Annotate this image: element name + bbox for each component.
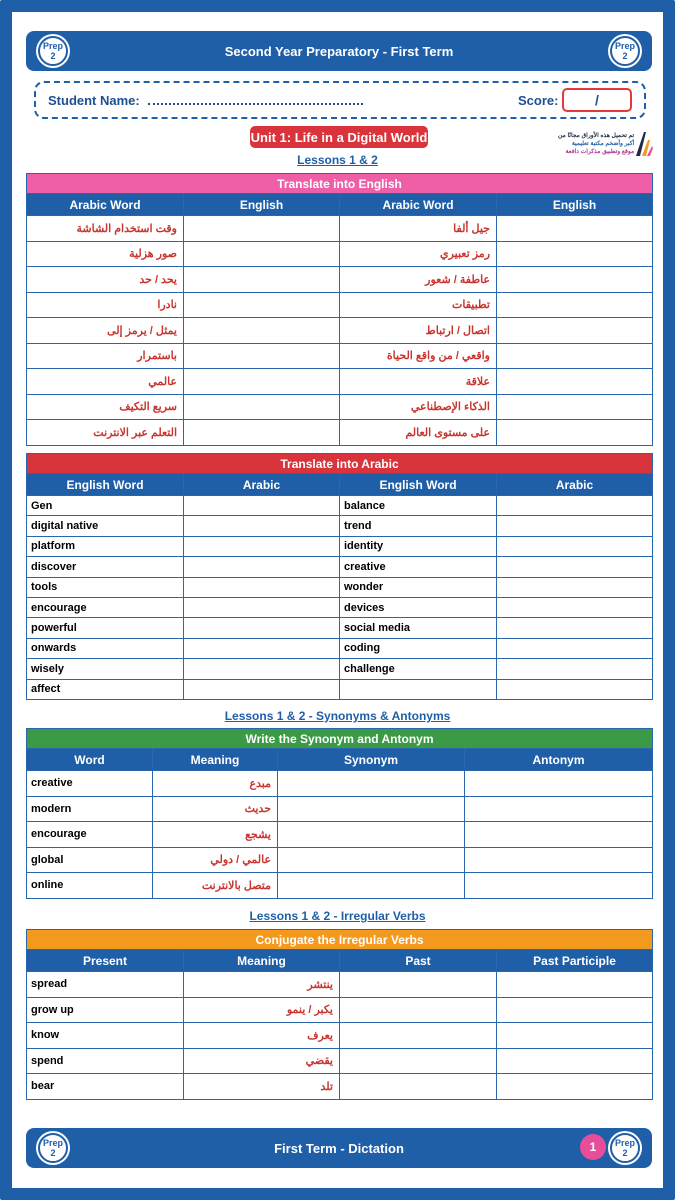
arabic-word-cell: عالمي <box>27 369 184 395</box>
col-header: English Word <box>27 474 184 496</box>
english-answer-cell[interactable] <box>184 216 340 242</box>
translate-english-table <box>26 173 653 446</box>
arabic-answer-cell[interactable] <box>184 496 340 516</box>
present-verb-cell: bear <box>27 1074 184 1100</box>
arabic-answer-cell[interactable] <box>184 577 340 597</box>
antonym-answer-cell[interactable] <box>465 847 653 873</box>
english-answer-cell[interactable] <box>184 241 340 267</box>
prep-badge-right: Prep 2 <box>610 1133 640 1163</box>
col-header: Arabic Word <box>27 194 184 216</box>
table-row <box>27 216 653 242</box>
table-row <box>27 997 653 1023</box>
english-word-cell: social media <box>340 618 497 638</box>
past-answer-cell[interactable] <box>340 997 497 1023</box>
english-answer-cell[interactable] <box>184 267 340 293</box>
col-header: Arabic <box>184 474 340 496</box>
synonym-answer-cell[interactable] <box>278 771 465 797</box>
arabic-word-cell: يحد / حد <box>27 267 184 293</box>
word-cell: encourage <box>27 822 153 848</box>
english-answer-cell[interactable] <box>497 292 653 318</box>
english-word-cell: powerful <box>27 618 184 638</box>
english-word-cell: wonder <box>340 577 497 597</box>
antonym-answer-cell[interactable] <box>465 822 653 848</box>
arabic-answer-cell[interactable] <box>184 597 340 617</box>
arabic-answer-cell[interactable] <box>184 679 340 699</box>
present-verb-cell: spend <box>27 1048 184 1074</box>
col-header: Synonym <box>278 749 465 771</box>
table-row <box>27 618 653 638</box>
arabic-answer-cell[interactable] <box>184 516 340 536</box>
arabic-answer-cell[interactable] <box>184 659 340 679</box>
english-word-cell: discover <box>27 557 184 577</box>
meaning-cell: يشجع <box>153 822 278 848</box>
col-header: Past Participle <box>497 950 653 972</box>
arabic-word-cell: على مستوى العالم <box>340 420 497 446</box>
arabic-word-cell: تطبيقات <box>340 292 497 318</box>
word-cell: online <box>27 873 153 899</box>
col-header: Arabic Word <box>340 194 497 216</box>
score-field[interactable]: / <box>562 88 632 112</box>
table-row <box>27 577 653 597</box>
arabic-word-cell: صور هزلية <box>27 241 184 267</box>
col-header: Present <box>27 950 184 972</box>
english-word-cell: platform <box>27 536 184 556</box>
section3-title: Lessons 1 & 2 - Synonyms & Antonyms <box>224 709 451 723</box>
page-footer <box>26 1128 652 1168</box>
synonym-answer-cell[interactable] <box>278 796 465 822</box>
table-row <box>27 1048 653 1074</box>
arabic-answer-cell[interactable] <box>497 516 653 536</box>
synonym-antonym-banner: Write the Synonym and Antonym <box>27 729 653 749</box>
present-verb-cell: know <box>27 1023 184 1049</box>
student-name-label: Student Name: <box>48 92 140 108</box>
arabic-answer-cell[interactable] <box>497 496 653 516</box>
arabic-word-cell: اتصال / ارتباط <box>340 318 497 344</box>
arabic-word-cell: رمز تعبيري <box>340 241 497 267</box>
arabic-word-cell: نادرا <box>27 292 184 318</box>
table-row <box>27 536 653 556</box>
past-answer-cell[interactable] <box>340 1023 497 1049</box>
english-answer-cell[interactable] <box>497 267 653 293</box>
meaning-cell: متصل بالانترنت <box>153 873 278 899</box>
english-word-cell <box>340 679 497 699</box>
table-row <box>27 796 653 822</box>
english-word-cell: creative <box>340 557 497 577</box>
english-word-cell: balance <box>340 496 497 516</box>
past-answer-cell[interactable] <box>340 972 497 998</box>
english-answer-cell[interactable] <box>184 343 340 369</box>
english-answer-cell[interactable] <box>497 394 653 420</box>
synonym-antonym-table <box>26 728 653 899</box>
english-word-cell: tools <box>27 577 184 597</box>
english-answer-cell[interactable] <box>497 318 653 344</box>
english-word-cell: trend <box>340 516 497 536</box>
word-cell: global <box>27 847 153 873</box>
col-header: Arabic <box>497 474 653 496</box>
arabic-answer-cell[interactable] <box>497 536 653 556</box>
table-row <box>27 343 653 369</box>
meaning-cell: يقضي <box>184 1048 340 1074</box>
table-row <box>27 597 653 617</box>
arabic-answer-cell[interactable] <box>497 659 653 679</box>
arabic-answer-cell[interactable] <box>497 557 653 577</box>
header-title: Second Year Preparatory - First Term <box>224 43 454 59</box>
arabic-word-cell: سريع التكيف <box>27 394 184 420</box>
arabic-answer-cell[interactable] <box>497 679 653 699</box>
synonym-answer-cell[interactable] <box>278 847 465 873</box>
irregular-verbs-banner: Conjugate the Irregular Verbs <box>27 930 653 950</box>
meaning-cell: تلد <box>184 1074 340 1100</box>
past-participle-answer-cell[interactable] <box>497 972 653 998</box>
table-row <box>27 241 653 267</box>
word-cell: modern <box>27 796 153 822</box>
col-header: Meaning <box>184 950 340 972</box>
english-answer-cell[interactable] <box>184 292 340 318</box>
col-header: Meaning <box>153 749 278 771</box>
english-word-cell: encourage <box>27 597 184 617</box>
english-word-cell: wisely <box>27 659 184 679</box>
table-row <box>27 267 653 293</box>
english-answer-cell[interactable] <box>497 241 653 267</box>
english-word-cell: identity <box>340 536 497 556</box>
past-participle-answer-cell[interactable] <box>497 1023 653 1049</box>
table-row <box>27 420 653 446</box>
arabic-word-cell: جيل ألفا <box>340 216 497 242</box>
footer-title: First Term - Dictation <box>274 1140 404 1156</box>
prep-badge-left: Prep 2 <box>38 36 68 66</box>
prep-badge-right: Prep 2 <box>610 36 640 66</box>
meaning-cell: مبدع <box>153 771 278 797</box>
arabic-answer-cell[interactable] <box>497 577 653 597</box>
arabic-word-cell: علاقة <box>340 369 497 395</box>
english-word-cell: affect <box>27 679 184 699</box>
synonym-answer-cell[interactable] <box>278 873 465 899</box>
meaning-cell: حديث <box>153 796 278 822</box>
arabic-word-cell: التعلم عبر الانترنت <box>27 420 184 446</box>
table-row <box>27 771 653 797</box>
unit-title: Unit 1: Life in a Digital World <box>250 126 428 148</box>
english-word-cell: onwards <box>27 638 184 658</box>
english-word-cell: digital native <box>27 516 184 536</box>
arabic-answer-cell[interactable] <box>184 536 340 556</box>
student-info-box <box>34 81 646 119</box>
col-header: Word <box>27 749 153 771</box>
logo-text: تم تحميل هذه الأوراق مجانًا من أكبر وأضخم مكتبة تعليمية موقع وتطبيق مذكرات دافعة <box>558 133 635 155</box>
word-cell: creative <box>27 771 153 797</box>
english-answer-cell[interactable] <box>184 369 340 395</box>
col-header: English Word <box>340 474 497 496</box>
arabic-word-cell: باستمرار <box>27 343 184 369</box>
section1-title: Lessons 1 & 2 <box>297 153 378 167</box>
col-header: English <box>497 194 653 216</box>
table-row <box>27 1074 653 1100</box>
table-row <box>27 516 653 536</box>
present-verb-cell: grow up <box>27 997 184 1023</box>
arabic-answer-cell[interactable] <box>497 618 653 638</box>
page-header <box>26 31 652 71</box>
translate-arabic-table <box>26 453 653 700</box>
arabic-answer-cell[interactable] <box>184 557 340 577</box>
table-row <box>27 394 653 420</box>
irregular-verbs-table <box>26 929 653 1100</box>
english-answer-cell[interactable] <box>184 420 340 446</box>
prep-badge-left: Prep 2 <box>38 1133 68 1163</box>
translate-english-banner: Translate into English <box>27 174 653 194</box>
arabic-word-cell: عاطفة / شعور <box>340 267 497 293</box>
english-answer-cell[interactable] <box>497 216 653 242</box>
arabic-word-cell: يمثل / يرمز إلى <box>27 318 184 344</box>
arabic-answer-cell[interactable] <box>184 638 340 658</box>
page-number: 1 <box>580 1134 606 1160</box>
arabic-answer-cell[interactable] <box>184 618 340 638</box>
table-row <box>27 1023 653 1049</box>
arabic-answer-cell[interactable] <box>497 638 653 658</box>
score-label: Score: <box>518 92 559 108</box>
english-answer-cell[interactable] <box>184 318 340 344</box>
table-row <box>27 369 653 395</box>
english-word-cell: challenge <box>340 659 497 679</box>
past-answer-cell[interactable] <box>340 1074 497 1100</box>
past-answer-cell[interactable] <box>340 1048 497 1074</box>
english-word-cell: Gen <box>27 496 184 516</box>
table-row <box>27 557 653 577</box>
meaning-cell: يعرف <box>184 1023 340 1049</box>
arabic-word-cell: وقت استخدام الشاشة <box>27 216 184 242</box>
col-header: Past <box>340 950 497 972</box>
table-row <box>27 972 653 998</box>
english-word-cell: coding <box>340 638 497 658</box>
table-row <box>27 292 653 318</box>
past-participle-answer-cell[interactable] <box>497 1074 653 1100</box>
col-header: Antonym <box>465 749 653 771</box>
student-name-field[interactable] <box>148 95 363 105</box>
table-row <box>27 318 653 344</box>
table-row <box>27 638 653 658</box>
col-header: English <box>184 194 340 216</box>
meaning-cell: عالمي / دولي <box>153 847 278 873</box>
meaning-cell: يكبر / ينمو <box>184 997 340 1023</box>
english-answer-cell[interactable] <box>497 420 653 446</box>
table-row <box>27 873 653 899</box>
english-word-cell: devices <box>340 597 497 617</box>
section4-title: Lessons 1 & 2 - Irregular Verbs <box>249 909 426 923</box>
arabic-word-cell: واقعي / من واقع الحياة <box>340 343 497 369</box>
antonym-answer-cell[interactable] <box>465 873 653 899</box>
past-participle-answer-cell[interactable] <box>497 1048 653 1074</box>
english-answer-cell[interactable] <box>184 394 340 420</box>
past-participle-answer-cell[interactable] <box>497 997 653 1023</box>
table-row <box>27 847 653 873</box>
antonym-answer-cell[interactable] <box>465 796 653 822</box>
antonym-answer-cell[interactable] <box>465 771 653 797</box>
table-row <box>27 659 653 679</box>
synonym-answer-cell[interactable] <box>278 822 465 848</box>
table-row <box>27 496 653 516</box>
present-verb-cell: spread <box>27 972 184 998</box>
table-row <box>27 679 653 699</box>
table-row <box>27 822 653 848</box>
english-answer-cell[interactable] <box>497 343 653 369</box>
arabic-word-cell: الذكاء الإصطناعي <box>340 394 497 420</box>
english-answer-cell[interactable] <box>497 369 653 395</box>
translate-arabic-banner: Translate into Arabic <box>27 454 653 474</box>
meaning-cell: ينتشر <box>184 972 340 998</box>
arabic-answer-cell[interactable] <box>497 597 653 617</box>
